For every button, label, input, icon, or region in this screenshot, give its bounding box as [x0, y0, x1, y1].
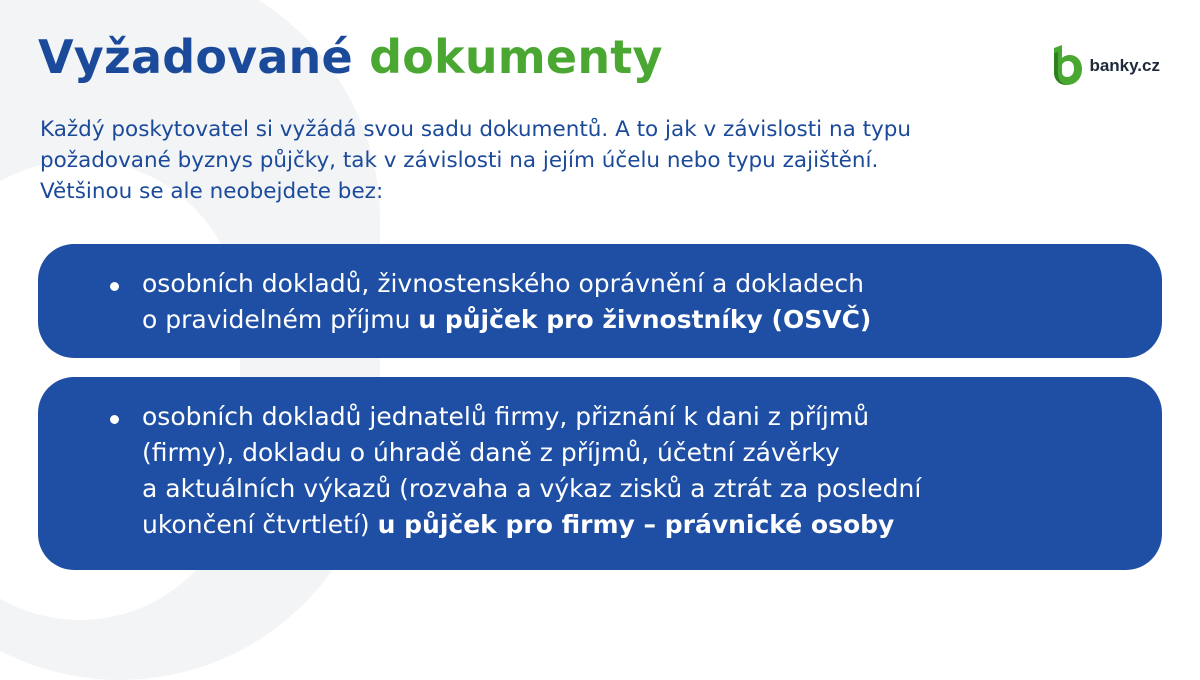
title-part-blue: Vyžadované [38, 30, 353, 84]
intro-line-3: Většinou se ale neobejdete bez: [40, 179, 384, 204]
bullet-icon [110, 282, 119, 291]
title-part-green: dokumenty [369, 30, 663, 84]
document-card-firms [38, 377, 1162, 570]
intro-line-2: požadované byznys půjčky, tak v závislosti na jejím účelu nebo typu zajištění. [40, 148, 879, 173]
banky-logo-icon [1050, 44, 1084, 88]
banky-logo[interactable] [1050, 44, 1160, 88]
document-card-osvc [38, 244, 1162, 358]
card-2-line-4-plain: ukončení čtvrtletí) [142, 510, 378, 539]
card-text [142, 399, 1122, 543]
page-title [38, 30, 663, 84]
card-2-line-4-bold: u půjček pro firmy – právnické osoby [377, 510, 895, 539]
logo-text: banky.cz [1089, 56, 1160, 75]
card-2-line-2: (firmy), dokladu o úhradě daně z příjmů, účetní závěrky [142, 438, 840, 467]
card-1-line-1: osobních dokladů, živnostenského oprávnění a dokladech [142, 269, 864, 298]
card-text [142, 266, 1122, 338]
card-2-line-1: osobních dokladů jednatelů firmy, přiznání k dani z příjmů [142, 402, 870, 431]
card-1-line-2-bold: u půjček pro živnostníky (OSVČ) [418, 305, 872, 334]
bullet-icon [110, 415, 119, 424]
intro-paragraph [40, 114, 1170, 207]
card-1-line-2-plain: o pravidelném příjmu [142, 305, 419, 334]
intro-line-1: Každý poskytovatel si vyžádá svou sadu dokumentů. A to jak v závislosti na typu [40, 117, 912, 142]
card-2-line-3: a aktuálních výkazů (rozvaha a výkaz zisků a ztrát za poslední [142, 474, 922, 503]
